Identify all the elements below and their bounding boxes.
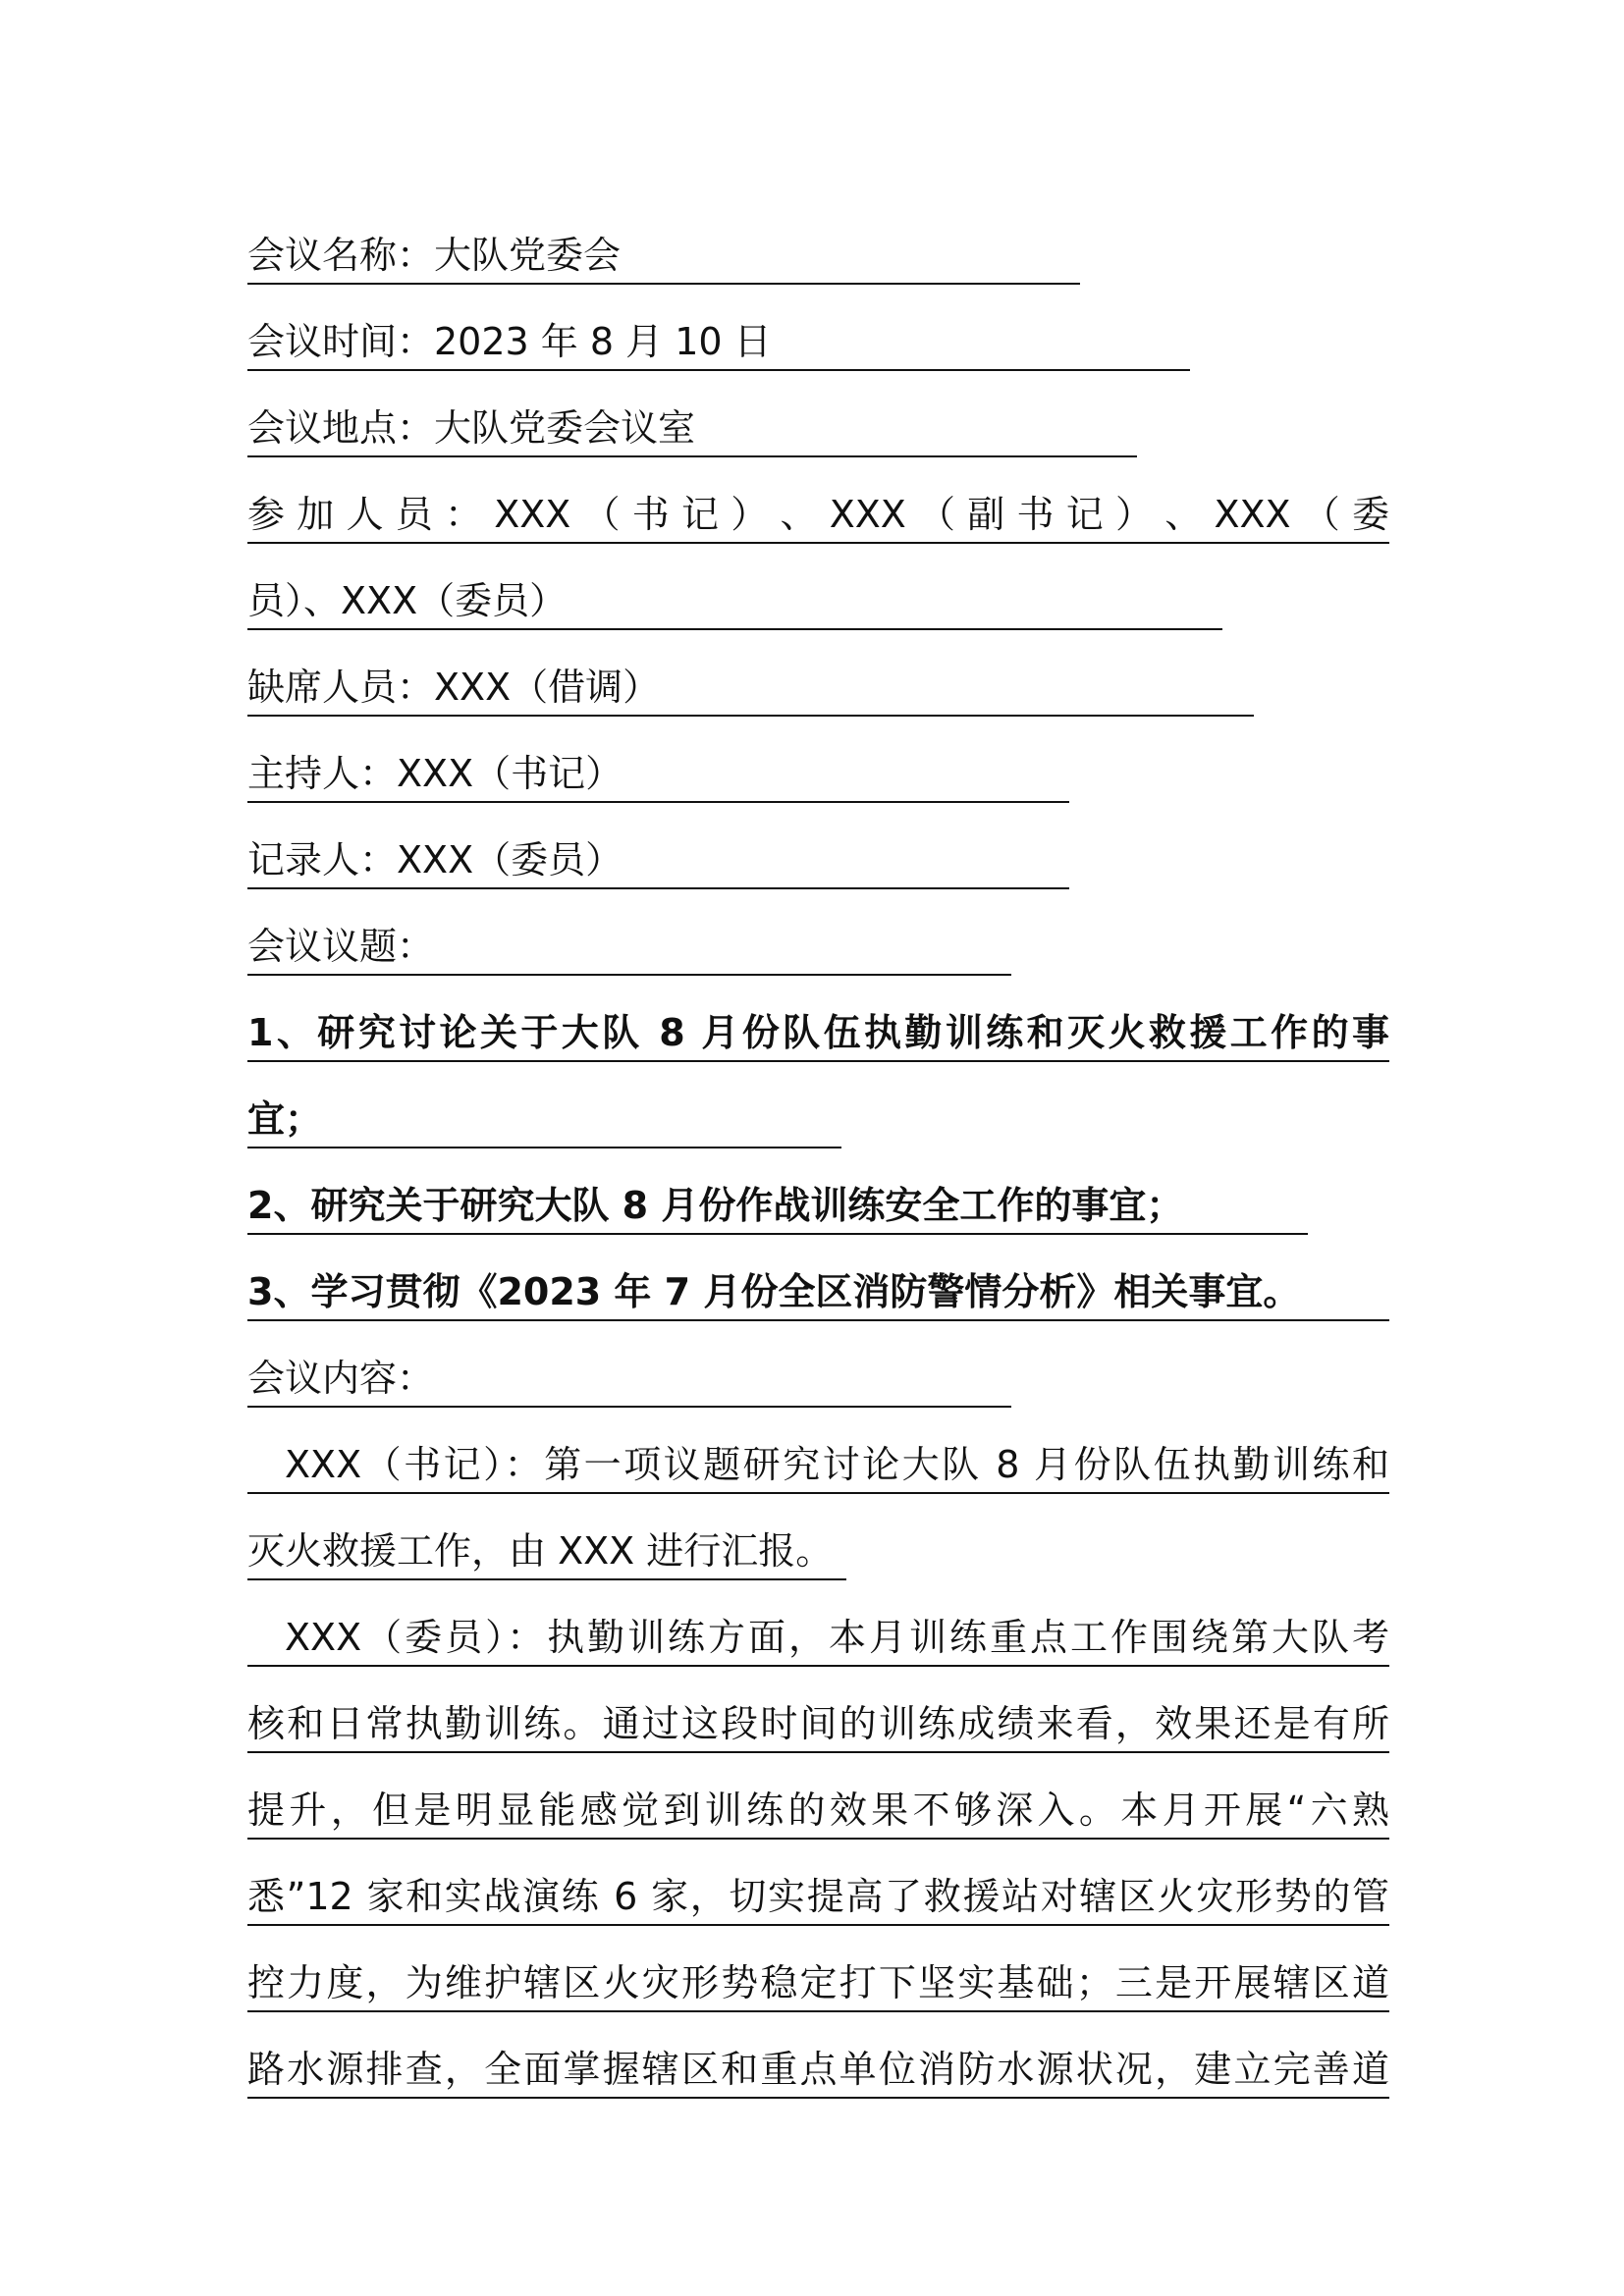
content-paragraph-2-line-4: 悉”12 家和实战演练 6 家，切实提高了救援站对辖区火灾形势的管 — [247, 1867, 1389, 1926]
topic-item-1-line-1: 1、研究讨论关于大队 8 月份队伍执勤训练和灭火救援工作的事 — [247, 1003, 1389, 1062]
meeting-place-line: 会议地点：大队党委会议室 — [247, 399, 1137, 457]
content-heading: 会议内容： — [247, 1349, 1011, 1408]
topic-item-3: 3、学习贯彻《2023 年 7 月份全区消防警情分析》相关事宜。 — [247, 1262, 1389, 1321]
meeting-time-line: 会议时间：2023 年 8 月 10 日 — [247, 312, 1190, 371]
content-paragraph-2-line-3: 提升，但是明显能感觉到训练的效果不够深入。本月开展“六熟 — [247, 1781, 1389, 1840]
absent-line: 缺席人员：XXX（借调） — [247, 658, 1254, 717]
content-paragraph-2-line-6: 路水源排查，全面掌握辖区和重点单位消防水源状况，建立完善道 — [247, 2040, 1389, 2099]
content-paragraph-2-line-5: 控力度，为维护辖区火灾形势稳定打下坚实基础；三是开展辖区道 — [247, 1953, 1389, 2012]
attendees-line-1: 参 加 人 员 ： XXX （ 书 记 ） 、 XXX （ 副 书 记 ） 、 XXX （ 委 — [247, 485, 1389, 544]
host-line: 主持人：XXX（书记） — [247, 744, 1069, 803]
meeting-name-line: 会议名称：大队党委会 — [247, 226, 1080, 285]
recorder-line: 记录人：XXX（委员） — [247, 830, 1069, 889]
content-paragraph-2-line-2: 核和日常执勤训练。通过这段时间的训练成绩来看，效果还是有所 — [247, 1694, 1389, 1753]
topic-item-2: 2、研究关于研究大队 8 月份作战训练安全工作的事宜； — [247, 1176, 1308, 1235]
content-paragraph-2-line-1: XXX（委员）：执勤训练方面，本月训练重点工作围绕第大队考 — [247, 1608, 1389, 1667]
topic-item-1-line-2: 宜； — [247, 1090, 841, 1148]
content-paragraph-1-line-2: 灭火救援工作，由 XXX 进行汇报。 — [247, 1522, 846, 1580]
attendees-line-2: 员）、XXX（委员） — [247, 571, 1222, 630]
content-paragraph-1-line-1: XXX（书记）：第一项议题研究讨论大队 8 月份队伍执勤训练和 — [247, 1435, 1389, 1494]
topics-heading: 会议议题： — [247, 917, 1011, 976]
